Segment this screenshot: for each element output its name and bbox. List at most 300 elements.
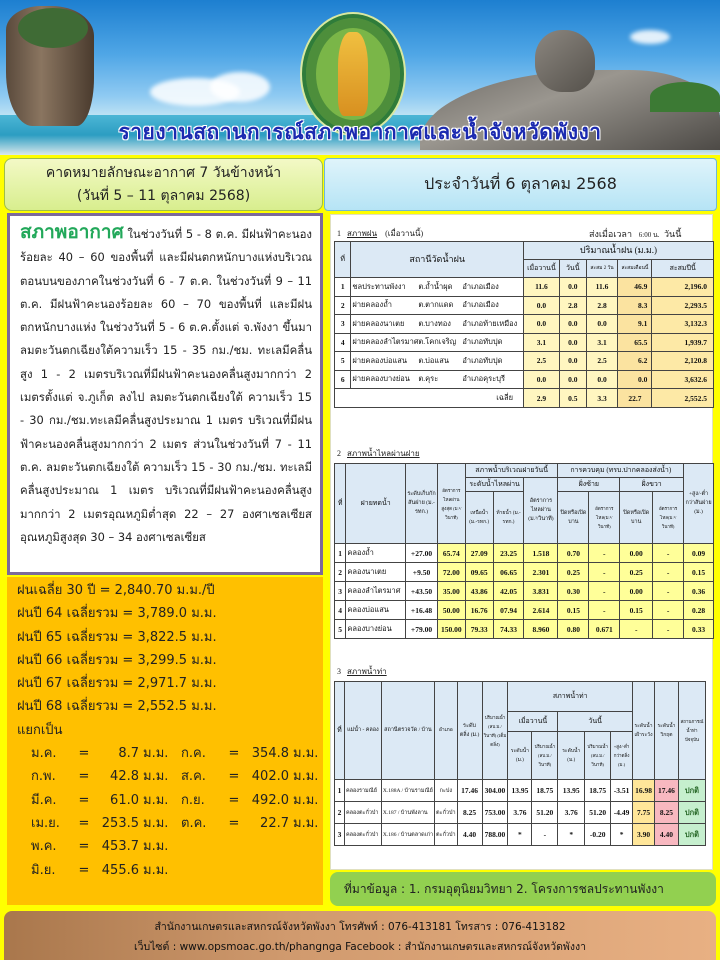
rain-two-day: 0.0 xyxy=(586,315,618,334)
rain-year: 2,120.8 xyxy=(652,352,714,371)
unit-label: ม.ม. xyxy=(143,815,169,831)
river-t-level: 13.95 xyxy=(558,780,585,802)
col-no: ที่ xyxy=(335,242,351,278)
river-y-level: * xyxy=(508,824,532,846)
forecast-header xyxy=(4,158,323,211)
rain-year-67: ฝนปี 67 เฉลี่ยรวม = 2,971.7 ม.ม. xyxy=(17,676,217,692)
page-title: รายงานสถานการณ์สภาพอากาศและน้ำจังหวัดพังงา xyxy=(118,120,602,144)
rain-two-day: 0.0 xyxy=(586,370,618,389)
rain-yesterday: 0.0 xyxy=(523,296,559,315)
river-t-vol: 51.20 xyxy=(585,802,611,824)
equals-sign: = xyxy=(78,862,90,878)
weir-r-gate: 0.15 xyxy=(620,601,653,620)
weir-design: 50.00 xyxy=(437,601,465,620)
tambon-label: ต.ถ้ำน้ำผุด xyxy=(418,281,453,291)
breakdown-label: แยกเป็น xyxy=(17,722,63,738)
weir-diff: 0.33 xyxy=(684,620,714,639)
col-warn-level: ระดับน้ำเฝ้าระวัง xyxy=(633,682,655,780)
rain-year: 3,132.3 xyxy=(652,315,714,334)
col-two-day: สะสม 2 วัน xyxy=(586,260,618,278)
sent-time-note: ส่งเมื่อเวลา 6:00 น. วันนี้ xyxy=(589,229,682,239)
footer-contact: สำนักงานเกษตรและสหกรณ์จังหวัดพังงา โทรศัพท์ : 076-413181 โทรสาร : 076-413182 xyxy=(154,921,566,933)
weir-flow: 1.518 xyxy=(524,544,558,563)
data-source-text: ที่มาข้อมูล : 1. กรมอุตุนิยมวิทยา 2. โครงการชลประทานพังงา xyxy=(344,881,664,896)
river-y-vol: 18.75 xyxy=(532,780,558,802)
month-value: 22.7 xyxy=(260,815,289,831)
warn-level: 16.98 xyxy=(633,780,655,802)
col-amphoe: อำเภอ xyxy=(435,682,458,780)
amphoe-name: ตะกั่วป่า xyxy=(435,824,458,846)
col-flow: อัตราการไหลผ่าน (ม.³/วินาที) xyxy=(524,478,558,544)
river-name: คลองตะกั่วป่า xyxy=(344,824,381,846)
col-group-control: การควบคุม (ทรบ.ปากคลองส่งน้ำ) xyxy=(558,464,684,478)
rain-two-day: 11.6 xyxy=(586,278,618,297)
weir-down: 23.25 xyxy=(493,544,524,563)
col-crest: ระดับเก็บกักสันฝาย (ม.-รทก.) xyxy=(406,464,438,544)
col-group-today: สภาพน้ำบริเวณฝายวันนี้ xyxy=(465,464,558,478)
weather-heading: สภาพอากาศ xyxy=(20,221,124,243)
amphoe-label: อำเภอทับปุด xyxy=(462,337,503,347)
month-rainfall-cell xyxy=(181,835,331,858)
rain-year: 3,632.6 xyxy=(652,370,714,389)
river-name: คลองรามณีย์ xyxy=(344,780,381,802)
col-group-yesterday: เมื่อวานนี้ xyxy=(508,712,558,732)
col-bank-level: ระดับตลิ่ง (ม.) xyxy=(457,682,482,780)
equals-sign: = xyxy=(228,769,240,785)
col-right-flow: อัตราการไหล(ม.³/วินาที) xyxy=(653,492,684,544)
weir-l-gate: 0.30 xyxy=(558,582,589,601)
weir-diff: 0.15 xyxy=(684,563,714,582)
row-no: 5 xyxy=(335,352,351,371)
table-row xyxy=(335,370,714,389)
month-rainfall-cell xyxy=(31,812,181,835)
month-rainfall-cell xyxy=(181,859,331,882)
table-row xyxy=(335,315,714,334)
river-y-vol: 51.20 xyxy=(532,802,558,824)
weir-design: 35.00 xyxy=(437,582,465,601)
amphoe-label: อำเภอเมือง xyxy=(462,300,499,310)
table-row xyxy=(335,544,714,563)
weir-l-flow: - xyxy=(589,544,620,563)
rain-avg-30y: ฝนเฉลี่ย 30 ปี = 2,840.70 ม.ม./ปี xyxy=(17,583,215,598)
river-t-level: 3.76 xyxy=(558,802,585,824)
crisis-level: 17.46 xyxy=(655,780,679,802)
logo-ring xyxy=(306,18,400,130)
col-upstream: เหนือน้ำ (ม.-รทก.) xyxy=(465,492,493,544)
unit-label: ม.ม. xyxy=(293,769,319,785)
col-situation: สถานการณ์น้ำท่าปัจจุบัน xyxy=(678,682,705,780)
crest-level: +9.50 xyxy=(406,563,438,582)
rain-year-68: ฝนปี 68 เฉลี่ยรวม = 2,552.5 ม.ม. xyxy=(17,699,217,715)
amphoe-label: อำเภอทับปุด xyxy=(462,355,503,365)
month-value: 402.0 xyxy=(251,769,289,785)
station-name xyxy=(351,333,524,352)
unit-label: ม.ม. xyxy=(143,746,169,762)
weir-r-flow: - xyxy=(653,620,684,639)
weir-name: คลองนาเตย xyxy=(346,563,406,582)
section-1-title: 1 สภาพฝน (เมื่อวานนี้) xyxy=(337,229,424,238)
month-value: 354.8 xyxy=(251,746,289,762)
rain-yesterday: 3.1 xyxy=(523,333,559,352)
station-name xyxy=(351,352,524,371)
row-no: 3 xyxy=(335,582,346,601)
rain-two-day: 2.5 xyxy=(586,352,618,371)
weir-r-gate: 0.25 xyxy=(620,563,653,582)
weir-design: 65.74 xyxy=(437,544,465,563)
rain-year: 2,293.5 xyxy=(652,296,714,315)
river-y-level: 3.76 xyxy=(508,802,532,824)
weir-r-flow: - xyxy=(653,544,684,563)
weather-forecast-box xyxy=(7,213,323,575)
month-rainfall-cell xyxy=(31,859,181,882)
situation-status: ปกติ xyxy=(678,802,705,824)
station-name: X.188A / บ้านรามณีย์ xyxy=(381,780,434,802)
section-3-title: 3 สภาพน้ำท่า xyxy=(337,667,387,676)
month-value: 61.0 xyxy=(110,792,139,808)
tree-decoration xyxy=(18,8,88,48)
average-label: เฉลี่ย xyxy=(335,389,524,408)
warn-level: 3.90 xyxy=(633,824,655,846)
unit-label: ม.ม. xyxy=(293,746,319,762)
rain-month: 0.0 xyxy=(618,370,652,389)
rain-year-64: ฝนปี 64 เฉลี่ยรวม = 3,789.0 ม.ม. xyxy=(17,606,217,622)
col-group-status: สภาพน้ำท่า xyxy=(508,682,633,712)
tambon-label: ต.บ่อแสน xyxy=(418,355,449,365)
col-design-flow: อัตราการไหลผ่านสูงสุด (ม.³/วินาที) xyxy=(437,464,465,544)
river-t-vol: -0.20 xyxy=(585,824,611,846)
col-weir-name: ฝายทดน้ำ xyxy=(346,464,406,544)
crest-level: +27.00 xyxy=(406,544,438,563)
weir-r-flow: - xyxy=(653,582,684,601)
crisis-level: 8.25 xyxy=(655,802,679,824)
crest-level: +79.00 xyxy=(406,620,438,639)
table-row xyxy=(335,780,706,802)
data-tables-panel xyxy=(330,214,713,870)
row-no: 3 xyxy=(335,824,345,846)
weir-name: คลองถ้ำ xyxy=(346,544,406,563)
station-label: ชลประทานพังงา xyxy=(352,281,406,291)
cloud-decoration xyxy=(630,30,670,44)
weir-down: 74.33 xyxy=(493,620,524,639)
unit-label: ม.ม. xyxy=(143,862,169,878)
col-right-gate: ปิดหรือเปิดบาน xyxy=(620,492,653,544)
col-river: แม่น้ำ - คลอง xyxy=(344,682,381,780)
rain-yesterday: 0.0 xyxy=(523,370,559,389)
station-label: ฝายคลองบ่อแสน xyxy=(352,355,408,365)
tambon-label: ต.ตากแดด xyxy=(418,300,454,310)
weir-l-flow: - xyxy=(589,582,620,601)
footer xyxy=(4,911,716,960)
row-no: 1 xyxy=(335,544,346,563)
col-no: ที่ xyxy=(335,682,345,780)
avg-month: 22.7 xyxy=(618,389,652,408)
row-no: 4 xyxy=(335,333,351,352)
table-row xyxy=(335,296,714,315)
month-name: มิ.ย. xyxy=(31,862,56,878)
river-capacity: 788.00 xyxy=(482,824,508,846)
month-rainfall-cell xyxy=(181,812,331,835)
rain-year-66: ฝนปี 66 เฉลี่ยรวม = 3,299.5 ม.ม. xyxy=(17,652,217,668)
month-value: 453.7 xyxy=(101,839,139,855)
weir-r-flow: - xyxy=(653,601,684,620)
section-2-title: 2 สภาพน้ำไหลผ่านฝาย xyxy=(337,449,420,458)
month-rainfall-cell xyxy=(181,765,331,788)
river-y-level: 13.95 xyxy=(508,780,532,802)
row-no: 1 xyxy=(335,780,345,802)
month-rainfall-cell xyxy=(31,765,181,788)
col-group-today: วันนี้ xyxy=(558,712,633,732)
report-date: ประจำวันที่ 6 ตุลาคม 2568 xyxy=(424,174,617,193)
weir-r-flow: - xyxy=(653,563,684,582)
river-diff: * xyxy=(611,824,633,846)
month-value: 492.0 xyxy=(251,792,289,808)
table-row xyxy=(335,582,714,601)
month-value: 42.8 xyxy=(110,769,139,785)
col-yesterday: เมื่อวานนี้ xyxy=(523,260,559,278)
col-diff: +สูง/-ต่ำกว่าสันฝาย (ม.) xyxy=(684,464,714,544)
weir-design: 150.00 xyxy=(437,620,465,639)
rain-year: 1,939.7 xyxy=(652,333,714,352)
rainfall-table xyxy=(334,241,714,408)
monthly-rainfall-grid xyxy=(31,742,319,882)
weir-up: 16.76 xyxy=(465,601,493,620)
weir-up: 43.86 xyxy=(465,582,493,601)
col-left-flow: อัตราการไหล(ม.³/วินาที) xyxy=(589,492,620,544)
station-name xyxy=(351,315,524,334)
amphoe-label: อำเภอท้ายเหมือง xyxy=(462,318,518,328)
month-name: เม.ย. xyxy=(31,815,60,831)
weir-l-gate: 0.25 xyxy=(558,563,589,582)
row-no: 6 xyxy=(335,370,351,389)
row-no: 4 xyxy=(335,601,346,620)
station-name xyxy=(351,296,524,315)
row-no: 2 xyxy=(335,296,351,315)
weir-l-gate: 0.70 xyxy=(558,544,589,563)
station-name xyxy=(351,278,524,297)
row-no: 2 xyxy=(335,802,345,824)
rain-month: 65.5 xyxy=(618,333,652,352)
river-diff: -4.49 xyxy=(611,802,633,824)
weir-r-gate: - xyxy=(620,620,653,639)
river-flow-table xyxy=(334,681,706,846)
river-t-vol: 18.75 xyxy=(585,780,611,802)
table-row xyxy=(335,333,714,352)
rain-month: 6.2 xyxy=(618,352,652,371)
month-rainfall-cell xyxy=(31,789,181,812)
data-source-note xyxy=(330,872,716,906)
station-label: ฝายคลองบางย่อน xyxy=(352,374,410,384)
weir-l-flow: 0.671 xyxy=(589,620,620,639)
forecast-header-line2: (วันที่ 5 – 11 ตุลาคม 2568) xyxy=(76,188,251,204)
river-t-level: * xyxy=(558,824,585,846)
col-station: สถานีวัดน้ำฝน xyxy=(351,242,524,278)
table-row xyxy=(335,802,706,824)
month-name: มี.ค. xyxy=(31,792,57,808)
rain-year: 2,196.0 xyxy=(652,278,714,297)
equals-sign: = xyxy=(78,839,90,855)
report-date-header xyxy=(324,158,717,211)
river-bank: 4.40 xyxy=(457,824,482,846)
table-row xyxy=(335,352,714,371)
sail-rock-image xyxy=(535,30,595,92)
col-y-level: ระดับน้ำ (ม.) xyxy=(508,732,532,780)
month-value: 455.6 xyxy=(101,862,139,878)
month-name: ก.ค. xyxy=(181,746,206,762)
month-rainfall-cell xyxy=(181,789,331,812)
avg-yesterday: 2.9 xyxy=(523,389,559,408)
river-capacity: 753.00 xyxy=(482,802,508,824)
rain-yesterday: 11.6 xyxy=(523,278,559,297)
col-y-volume: ปริมาณน้ำ (ลบ.ม./วินาที) xyxy=(532,732,558,780)
amphoe-label: อำเภอคุระบุรี xyxy=(462,374,506,384)
month-name: พ.ค. xyxy=(31,839,57,855)
station-label: ฝายคลองลำไตรมาศ xyxy=(352,337,419,347)
rain-today: 0.0 xyxy=(559,315,586,334)
station-label: ฝายคลองนาเตย xyxy=(352,318,405,328)
rain-month: 46.9 xyxy=(618,278,652,297)
river-bank: 17.46 xyxy=(457,780,482,802)
river-capacity: 304.00 xyxy=(482,780,508,802)
unit-label: ม.ม. xyxy=(293,815,319,831)
rain-today: 0.0 xyxy=(559,278,586,297)
col-today: วันนี้ xyxy=(559,260,586,278)
crest-level: +43.50 xyxy=(406,582,438,601)
col-downstream: ท้ายน้ำ (ม.-รทก.) xyxy=(493,492,524,544)
weir-r-gate: 0.00 xyxy=(620,582,653,601)
weir-flow: 2.301 xyxy=(524,563,558,582)
weir-up: 09.65 xyxy=(465,563,493,582)
weir-diff: 0.28 xyxy=(684,601,714,620)
weir-l-flow: - xyxy=(589,601,620,620)
col-group-rainfall: ปริมาณน้ำฝน (ม.ม.) xyxy=(523,242,713,260)
situation-status: ปกติ xyxy=(678,780,705,802)
forecast-header-line1: คาดหมายลักษณะอากาศ 7 วันข้างหน้า xyxy=(45,165,282,181)
unit-label: ม.ม. xyxy=(143,839,169,855)
month-name: ต.ค. xyxy=(181,815,207,831)
unit-label: ม.ม. xyxy=(143,792,169,808)
weir-flow: 3.831 xyxy=(524,582,558,601)
weir-name: คลองลำไตรมาศ xyxy=(346,582,406,601)
average-row xyxy=(335,389,714,408)
rain-two-day: 2.8 xyxy=(586,296,618,315)
col-month: สะสมเดือนนี้ xyxy=(618,260,652,278)
crest-level: +16.48 xyxy=(406,601,438,620)
tambon-label: ต.คุระ xyxy=(418,374,439,384)
weir-l-flow: - xyxy=(589,563,620,582)
equals-sign: = xyxy=(78,746,90,762)
col-t-level: ระดับน้ำ (ม.) xyxy=(558,732,585,780)
month-rainfall-cell xyxy=(31,742,181,765)
col-t-diff: +สูง/-ต่ำกว่าตลิ่ง (ม.) xyxy=(611,732,633,780)
month-name: ม.ค. xyxy=(31,746,57,762)
weir-up: 27.09 xyxy=(465,544,493,563)
weir-name: คลองบ่อแสน xyxy=(346,601,406,620)
rain-month: 9.1 xyxy=(618,315,652,334)
weir-down: 06.65 xyxy=(493,563,524,582)
row-no: 5 xyxy=(335,620,346,639)
river-name: คลองตะกั่วป่า xyxy=(344,802,381,824)
tree-decoration xyxy=(650,82,720,112)
avg-today: 0.5 xyxy=(559,389,586,408)
rain-today: 0.0 xyxy=(559,352,586,371)
equals-sign: = xyxy=(78,815,90,831)
month-name: ก.ย. xyxy=(181,792,205,808)
col-t-volume: ปริมาณน้ำ (ลบ.ม./วินาที) xyxy=(585,732,611,780)
equals-sign: = xyxy=(228,792,240,808)
station-label: ฝายคลองถ้ำ xyxy=(352,300,392,310)
rain-month: 8.3 xyxy=(618,296,652,315)
weir-r-gate: 0.00 xyxy=(620,544,653,563)
equals-sign: = xyxy=(78,769,90,785)
col-year: สะสมปีนี้ xyxy=(652,260,714,278)
rain-yesterday: 0.0 xyxy=(523,315,559,334)
col-group-level: ระดับน้ำไหลผ่าน xyxy=(465,478,524,492)
weir-name: คลองบางย่อน xyxy=(346,620,406,639)
table-row xyxy=(335,278,714,297)
col-no: ที่ xyxy=(335,464,346,544)
table-row xyxy=(335,620,714,639)
unit-label: ม.ม. xyxy=(293,792,319,808)
col-left-bank: ฝั่งซ้าย xyxy=(558,478,620,492)
avg-two-day: 3.3 xyxy=(586,389,618,408)
weir-diff: 0.09 xyxy=(684,544,714,563)
tambon-label: ต.โคกเจริญ xyxy=(418,337,457,347)
row-no: 2 xyxy=(335,563,346,582)
col-capacity: ปริมาณน้ำ (ลบ.ม./วินาที) (เต็มตลิ่ง) xyxy=(482,682,508,780)
river-y-vol: - xyxy=(532,824,558,846)
amphoe-name: ตะกั่วป่า xyxy=(435,802,458,824)
weather-body: ในช่วงวันที่ 5 - 8 ต.ค. มีฝนฟ้าคะนองร้อยละ 40 – 60 ของพื้นที่ และมีฝนตกหนักบางแห่งบริเวณตอนบนของภาคในช่วงวันที่ 6 - 7 ต.ค. ในช่วงวันที่ 9 – 11 ต.ค. มีฝนฟ้าคะนองร้อยละ 60 – 70 ของพื้นที่ และมีฝนตกหนักบางแห่ง ในช่วงวันที่ 5 - 6 ต.ค.ตั้งแต่ จ.พังงา ขึ้นมา ลมตะวันตกเฉียงใต้ความเร็ว 15 - 35 กม./ชม. ทะเลมีคลื่นสูง 1 - 2 เมตรบริเวณที่มีฝนฟ้าคะนองคลื่นสูงมากกว่า 2 เมตรตั้งแต่ จ.ภูเก็ต ลงไป ลมตะวันตกเฉียงใต้ ความเร็ว 15 - 30 กม./ชม.ทะเลมีคลื่นสูงประมาณ 1 เมตร บริเวณที่มีฝนฟ้าคะนองคลื่นสูงมากกว่า 2 เมตร ส่วนในช่วงวันที่ 7 - 11 ต.ค. ลมตะวันตกเฉียงใต้ ความเร็ว 15 - 30 กม./ชม. ทะเลมีคลื่นสูงประมาณ 1 เมตร บริเวณที่มีฝนฟ้าคะนองคลื่นสูงมากกว่า 2 เมตรอุณหภูมิต่ำสุด 22 – 27 องศาเซลเซียส อุณหภูมิสูงสุด 30 – 34 องศาเซลเซียส xyxy=(20,227,312,544)
table-row xyxy=(335,824,706,846)
river-bank: 8.25 xyxy=(457,802,482,824)
rain-today: 0.0 xyxy=(559,333,586,352)
month-name: ส.ค. xyxy=(181,769,206,785)
rainfall-stats-box xyxy=(7,577,323,905)
month-rainfall-cell xyxy=(181,742,331,765)
row-no: 1 xyxy=(335,278,351,297)
weir-l-gate: 0.15 xyxy=(558,601,589,620)
crisis-level: 4.40 xyxy=(655,824,679,846)
rain-two-day: 3.1 xyxy=(586,333,618,352)
col-station: สถานีตรวจวัด / บ้าน xyxy=(381,682,434,780)
rain-yesterday: 2.5 xyxy=(523,352,559,371)
rain-today: 0.0 xyxy=(559,370,586,389)
station-name: X.187 / บ้านพังลาน xyxy=(381,802,434,824)
tambon-label: ต.บางทอง xyxy=(418,318,451,328)
month-name: ก.พ. xyxy=(31,769,56,785)
month-rainfall-cell xyxy=(31,835,181,858)
table-row xyxy=(335,601,714,620)
weir-flow: 8.960 xyxy=(524,620,558,639)
equals-sign: = xyxy=(228,746,240,762)
row-no: 3 xyxy=(335,315,351,334)
header-banner xyxy=(0,0,720,155)
weir-flow-table xyxy=(334,463,714,639)
unit-label: ม.ม. xyxy=(143,769,169,785)
weir-down: 07.94 xyxy=(493,601,524,620)
equals-sign: = xyxy=(78,792,90,808)
table-row xyxy=(335,563,714,582)
amphoe-name: กะปง xyxy=(435,780,458,802)
footer-web: เว็บไซต์ : www.opsmoac.go.th/phangnga Facebook : สำนักงานเกษตรและสหกรณ์จังหวัดพังงา xyxy=(133,941,586,953)
weir-flow: 2.614 xyxy=(524,601,558,620)
station-name: X.186 / บ้านตลาดเก่า xyxy=(381,824,434,846)
station-name xyxy=(351,370,524,389)
weir-down: 42.05 xyxy=(493,582,524,601)
weir-up: 79.33 xyxy=(465,620,493,639)
month-value: 8.7 xyxy=(118,746,139,762)
rain-today: 2.8 xyxy=(559,296,586,315)
